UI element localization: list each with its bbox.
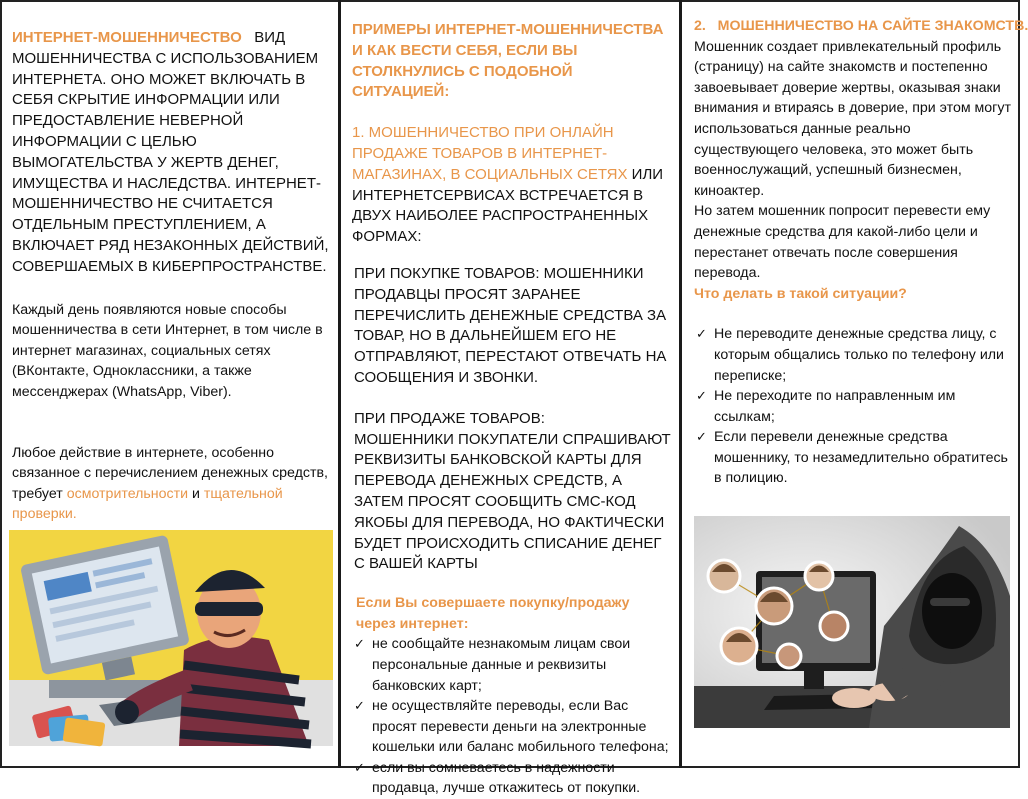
caution-highlight: осмотрительности	[66, 485, 189, 502]
advice-heading: Если Вы совершаете покупку/продажу через интернет:	[356, 595, 630, 632]
dating-heading: 2. МОШЕННИЧЕСТВО НА САЙТЕ ЗНАКОМСТВ.	[694, 18, 1028, 34]
intro-paragraph	[12, 28, 333, 278]
list-item: ✓ не сообщайте незнакомым лицам свои персональные данные и реквизиты банковских карт;	[352, 634, 673, 696]
ways-paragraph: Каждый день появляются новые способы мошенничества в сети Интернет, в том числе в интернет магазинах, социальных сетях (ВКонтакте, Одноклассники, а также мессенджерах (WhatsApp, Viber).	[12, 301, 323, 400]
hacker-cartoon-illustration	[9, 530, 333, 746]
dating-scammer-photo	[694, 516, 1010, 728]
dating-paragraph: Мошенник создает привлекательный профиль (страницу) на сайте знакомств и постепенно завоевывает доверие жертвы, оказывая знаки внимания и втираясь в доверие, при этом могут использоваться данные реально существующего человека, это может быть военнослужащий, успешный бизнесмен, киноактер.	[694, 38, 1011, 199]
online-sales-highlight: 1. МОШЕННИЧЕСТВО ПРИ ОНЛАЙН ПРОДАЖЕ ТОВАРОВ В ИНТЕРНЕТ-МАГАЗИНАХ, В СОЦИАЛЬНЫХ СЕТЯХ	[352, 124, 628, 183]
online-sales-subheading	[352, 123, 673, 248]
list-item: ✓ не осуществляйте переводы, если Вас просят перевести деньги на электронные кошельки или баланс мобильного телефона;	[352, 696, 673, 758]
buying-scheme: ПРИ ПОКУПКЕ ТОВАРОВ: МОШЕННИКИ ПРОДАВЦЫ ПРОСЯТ ЗАРАНЕЕ ПЕРЕЧИСЛИТЬ ДЕНЕЖНЫЕ СРЕДСТВА ЗА ТОВАР, НО В ДАЛЬНЕЙШЕМ ЕГО НЕ ОТПРАВЛЯЮТ, ПЕРЕСТАЮТ ОТВЕЧАТЬ НА СООБЩЕНИЯ И ЗВОНКИ.	[354, 264, 667, 386]
examples-heading: ПРИМЕРЫ ИНТЕРНЕТ-МОШЕННИЧЕСТВА И КАК ВЕСТИ СЕБЯ, ЕСЛИ ВЫ СТОЛКНУЛИСЬ С ПОДОБНОЙ СИТУАЦИЕЙ:	[352, 21, 664, 101]
caution-paragraph	[12, 443, 330, 525]
online-sales-text: ИЛИ ИНТЕРНЕТСЕРВИСАХ ВСТРЕЧАЕТСЯ В ДВУХ НАИБОЛЕЕ РАСПРОСТРАНЕННЫХ ФОРМАХ:	[352, 165, 668, 246]
column-divider	[679, 0, 682, 768]
list-item: ✓ Не переводите денежные средства лицу, с которым общались только по телефону или переписке;	[694, 324, 1012, 386]
column-middle	[342, 0, 679, 797]
column-divider	[338, 0, 341, 768]
intro-text: ВИД МОШЕННИЧЕСТВА С ИСПОЛЬЗОВАНИЕМ ИНТЕРНЕТА. ОНО МОЖЕТ ВКЛЮЧАТЬ В СЕБЯ СКРЫТИЕ ИНФОРМАЦИИ ИЛИ ПРЕДОСТАВЛЕНИЕ НЕВЕРНОЙ ИНФОРМАЦИИ С ЦЕЛЬЮ ВЫМОГАТЕЛЬСТВА У ЖЕРТВ ДЕНЕГ, ИМУЩЕСТВА И НАСЛЕДСТВА. ИНТЕРНЕТ-МОШЕННИЧЕСТВО НЕ СЧИТАЕТСЯ ОТДЕЛЬНЫМ ПРЕСТУПЛЕНИЕМ, А ВКЛЮЧАЕТ РЯД НЕЗАКОННЫХ ДЕЙСТВИЙ, СОВЕРШАЕМЫХ В КИБЕРПРОСТРАНСТВЕ.	[12, 29, 333, 275]
list-item: ✓ Не переходите по направленным им ссылкам;	[694, 386, 1012, 427]
selling-scheme: МОШЕННИКИ ПОКУПАТЕЛИ СПРАШИВАЮТ РЕКВИЗИТЫ БАНКОВСКОЙ КАРТЫ ДЛЯ ПЕРЕВОДА ДЕНЕЖНЫХ СРЕДСТВ, А ЗАТЕМ ПРОСЯТ СООБЩИТЬ СМС-КОД ЯКОБЫ ДЛЯ ПЕРЕВОДА, НО ФАКТИЧЕСКИ БУДЕТ ПРОИСХОДИТЬ СПИСАНИЕ ДЕНЕГ С ВАШЕЙ КАРТЫ	[354, 430, 671, 573]
dating-advice-list	[694, 324, 1012, 489]
advice-list	[352, 634, 673, 799]
caution-highlight: тщательной проверки.	[12, 485, 283, 523]
intro-term: ИНТЕРНЕТ-МОШЕННИЧЕСТВО	[12, 29, 242, 46]
list-item: ✓ Если перевели денежные средства мошеннику, то незамедлительно обратитесь в полицию.	[694, 427, 1012, 489]
list-item: ✓ если вы сомневаетесь в надежности продавца, лучше откажитесь от покупки.	[352, 758, 673, 799]
dating-paragraph: Но затем мошенник попросит перевести ему денежные средства для какой-либо цели и перестанет отвечать после совершения перевода.	[694, 203, 991, 282]
caution-text: и	[188, 485, 204, 502]
caution-text: Любое действие в интернете, особенно связанное с перечислением денежных средств, требует	[12, 444, 328, 502]
selling-scheme-title: ПРИ ПРОДАЖЕ ТОВАРОВ:	[354, 409, 545, 427]
what-to-do-heading: Что делать в такой ситуации?	[694, 285, 907, 302]
